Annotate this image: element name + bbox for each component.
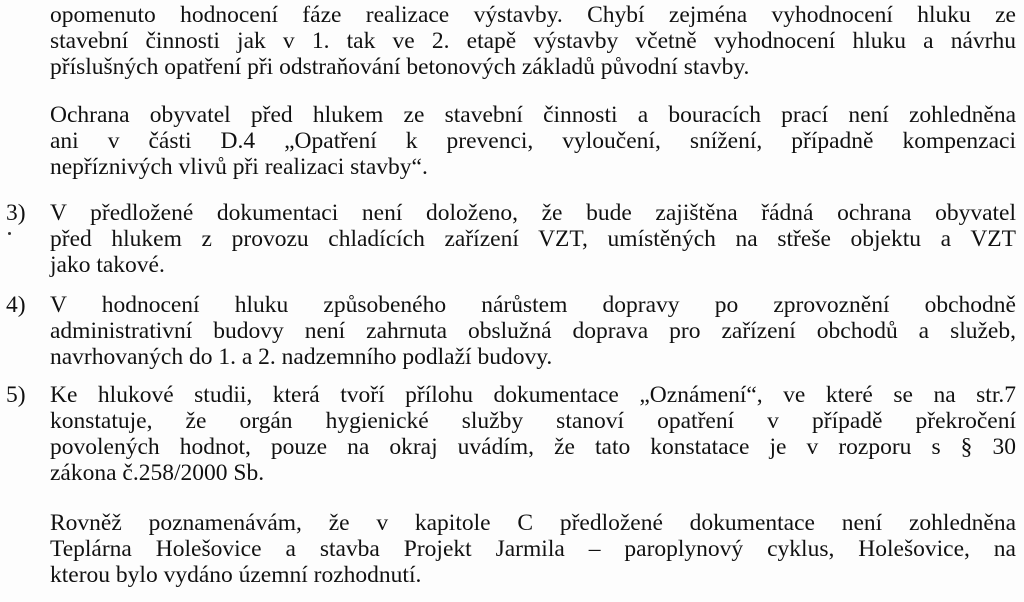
text-line: stavební činnosti jak v 1. tak ve 2. etapě výstavby včetně vyhodnocení hluku a návrhu xyxy=(50,28,1016,54)
item-number: 4) xyxy=(6,292,26,318)
text-line: kterou bylo vydáno územní rozhodnutí. xyxy=(50,562,422,588)
text-line: Teplárna Holešovice a stavba Projekt Jarmila – paroplynový cyklus, Holešovice, na xyxy=(50,536,1016,562)
text-line: ani v části D.4 „Opatření k prevenci, vyloučení, snížení, případně kompenzaci xyxy=(50,128,1016,154)
item-number: 3) xyxy=(6,200,26,226)
closing-paragraph xyxy=(50,510,1016,588)
item-text xyxy=(50,292,1016,370)
text-line: nepříznivých vlivů při realizaci stavby“. xyxy=(50,154,428,180)
text-line: navrhovaných do 1. a 2. nadzemního podlaží budovy. xyxy=(50,344,553,370)
text-line: opomenuto hodnocení fáze realizace výstavby. Chybí zejména vyhodnocení hluku ze xyxy=(50,2,1016,28)
text-line: konstatuje, že orgán hygienické služby stanoví opatření v případě překročení xyxy=(50,408,1016,434)
text-line: zákona č.258/2000 Sb. xyxy=(50,460,265,486)
text-line: administrativní budovy není zahrnuta obslužná doprava pro zařízení obchodů a služeb, xyxy=(50,318,1016,344)
text-line: Ke hlukové studii, která tvoří přílohu dokumentace „Oznámení“, ve které se na str.7 xyxy=(50,382,1016,408)
scan-speck xyxy=(8,232,11,235)
item-text xyxy=(50,200,1016,278)
item-number: 5) xyxy=(6,382,26,408)
text-line: V předložené dokumentaci není doloženo, že bude zajištěna řádná ochrana obyvatel xyxy=(50,200,1016,226)
text-line: před hlukem z provozu chladících zařízení VZT, umístěných na střeše objektu a VZT xyxy=(50,226,1016,252)
item-text xyxy=(50,382,1016,486)
intro-paragraph xyxy=(50,2,1016,80)
text-line: V hodnocení hluku způsobeného nárůstem dopravy po zprovoznění obchodně xyxy=(50,292,1016,318)
protection-paragraph xyxy=(50,102,1016,180)
text-line: povolených hodnot, pouze na okraj uvádím, že tato konstatace je v rozporu s § 30 xyxy=(50,434,1016,460)
text-line: jako takové. xyxy=(50,252,165,278)
text-line: Ochrana obyvatel před hlukem ze stavební činnosti a bouracích prací není zohledněna xyxy=(50,102,1016,128)
text-line: Rovněž poznamenávám, že v kapitole C předložené dokumentace není zohledněna xyxy=(50,510,1016,536)
text-line: příslušných opatření při odstraňování betonových základů původní stavby. xyxy=(50,54,750,80)
